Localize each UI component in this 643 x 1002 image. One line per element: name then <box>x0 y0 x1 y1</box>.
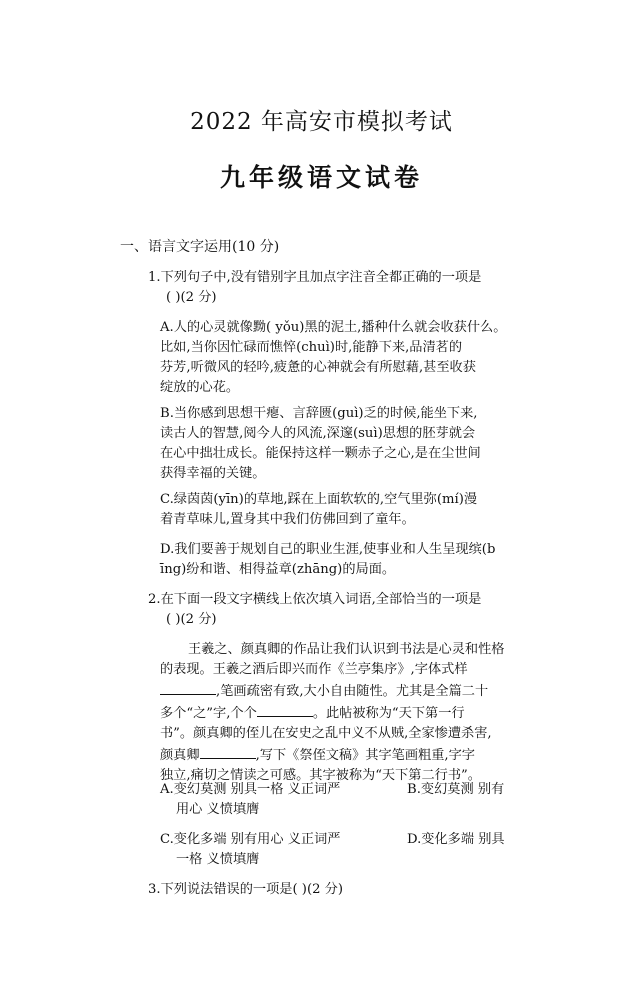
option-line: 芬芳,听微风的轻吟,疲惫的心神就会有所慰藉,甚至收获 <box>160 360 476 375</box>
options-row <box>160 780 540 800</box>
q2-option-c: C.变化多端 别有用心 义正词严 <box>160 832 341 847</box>
q2-stem-line: 2.在下面一段文字横线上依次填入词语,全部恰当的一项是 <box>148 592 482 607</box>
exam-subtitle: 九年级语文试卷 <box>219 163 423 192</box>
q2-option-b-continued: 用心 义愤填膺 <box>176 802 260 817</box>
option-line: 着青草味儿,置身其中我们仿佛回到了童年。 <box>160 512 415 527</box>
question-1-stem <box>148 268 543 308</box>
option-line: A.人的心灵就像黝( yǒu)黑的泥土,播种什么就会收获什么。 <box>160 320 507 335</box>
option-line: C.绿茵茵(yīn)的草地,踩在上面软软的,空气里弥(mí)漫 <box>160 492 478 507</box>
passage-text: 多个“之”字,个个 <box>160 706 257 721</box>
option-line: 绽放的心花。 <box>160 380 240 395</box>
passage-text: 。此帖被称为“天下第一行 <box>312 706 465 721</box>
q1-option-d <box>160 540 553 580</box>
fill-blank-1 <box>160 680 216 695</box>
passage-text: 颜真卿 <box>160 748 200 763</box>
option-line: 比如,当你因忙碌而憔悴(chuì)时,能静下来,品清茗的 <box>160 340 463 355</box>
passage-line: 王羲之、颜真卿的作品让我们认识到书法是心灵和性格 <box>188 642 505 657</box>
question-2-stem <box>148 590 543 630</box>
option-line: 获得幸福的关键。 <box>160 466 266 481</box>
passage-line: 的表现。王羲之酒后即兴而作《兰亭集序》,字体式样 <box>160 662 468 677</box>
fill-blank-2 <box>257 702 313 717</box>
q2-stem-line: ( )(2 分) <box>166 612 217 627</box>
q1-option-c <box>160 490 553 530</box>
passage-text: ,笔画疏密有致,大小自由随性。尤其是全篇二十 <box>216 684 489 699</box>
option-line: 读古人的智慧,阅今人的风流,深邃(suì)思想的胚芽就会 <box>160 426 476 441</box>
option-line: 在心中拙壮成长。能保持这样一颗赤子之心,是在尘世间 <box>160 446 481 461</box>
q1-stem-line: 1.下列句子中,没有错别字且加点字注音全都正确的一项是 <box>148 270 482 285</box>
q1-stem-line: ( )(2 分) <box>166 290 217 305</box>
q2-options-ab <box>160 780 540 820</box>
option-line: īng)纷和谐、相得益章(zhāng)的局面。 <box>160 562 396 577</box>
question-3-stem: 3.下列说法错误的一项是( )(2 分) <box>148 882 343 897</box>
option-line: B.当你感到思想干瘪、言辞匮(guì)乏的时候,能坐下来, <box>160 406 478 421</box>
passage-line <box>160 744 530 766</box>
section-heading: 一、语言文字运用(10 分) <box>120 239 280 255</box>
passage-text: ,写下《祭侄文稿》其字笔画粗重,字字 <box>255 748 475 763</box>
q2-option-b: B.变幻莫测 别有 <box>407 782 505 797</box>
q2-options-cd <box>160 830 540 870</box>
options-row <box>160 830 540 850</box>
passage-line <box>160 680 530 702</box>
exam-title: 2022 年高安市模拟考试 <box>190 109 453 135</box>
option-line: D.我们要善于规划自己的职业生涯,使事业和人生呈现缤(b <box>160 542 496 557</box>
passage-line: 书”。颜真卿的侄儿在安史之乱中义不从贼,全家惨遭杀害, <box>160 726 492 741</box>
q2-option-a: A.变幻莫测 别具一格 义正词严 <box>160 782 341 797</box>
fill-blank-3 <box>200 744 256 759</box>
q2-option-d: D.变化多端 别具 <box>407 832 505 847</box>
passage-line <box>160 702 530 724</box>
q1-option-a <box>160 318 553 398</box>
q1-option-b <box>160 404 553 484</box>
q2-option-d-continued: 一格 义愤填膺 <box>176 852 260 867</box>
q2-passage <box>160 640 530 786</box>
passage-line: 独立,痛切之情读之可感。其字被称为“天下第二行书”。 <box>160 768 481 783</box>
